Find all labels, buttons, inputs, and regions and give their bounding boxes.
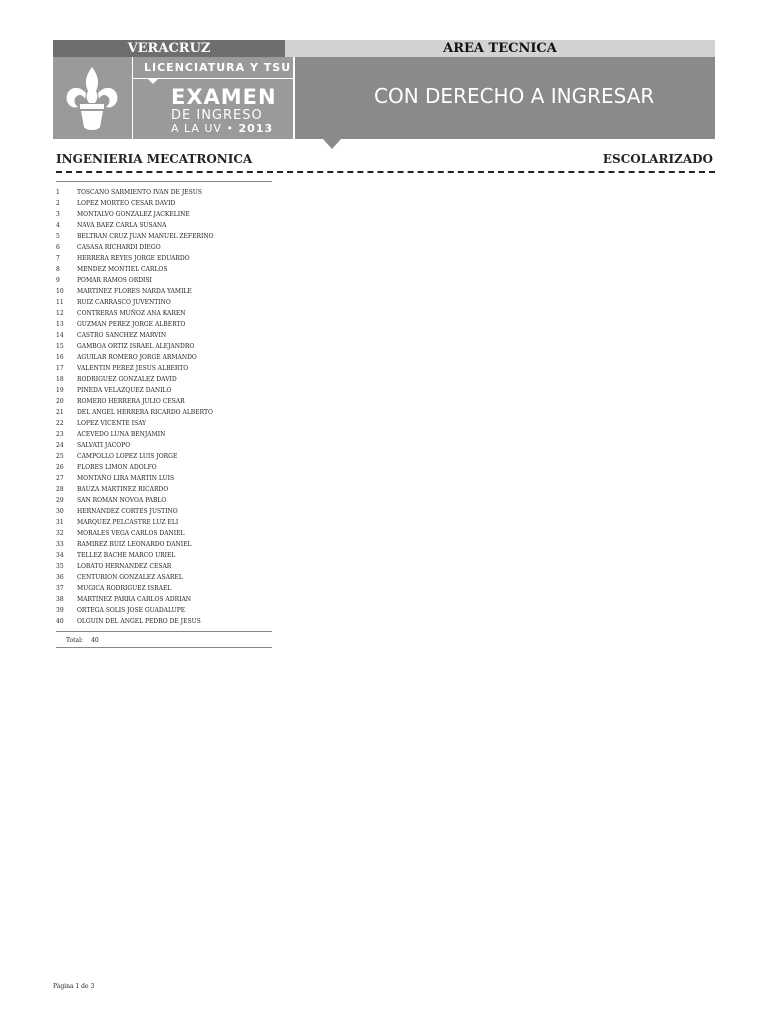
student-number: 15 [56,343,64,350]
student-name: TOSCANO SARMIENTO IVAN DE JESUS [77,189,202,196]
student-row [56,429,272,440]
student-number: 29 [56,497,64,504]
student-name: SAN ROMAN NOVOA PABLO [77,497,167,504]
exam-banner [133,57,293,139]
student-number: 1 [56,189,60,196]
student-row [56,352,272,363]
student-row [56,187,272,198]
program-line: LICENCIATURA Y TSU [144,61,292,74]
exam-year: 2013 [238,122,274,135]
area-label: AREA TECNICA [285,40,715,57]
student-name: GAMBOA ORTIZ ISRAEL ALEJANDRO [77,343,195,350]
student-row [56,363,272,374]
student-number: 30 [56,508,64,515]
student-name: MUGICA RODRIGUEZ ISRAEL [77,585,172,592]
student-name: HERRERA REYES JORGE EDUARDO [77,255,190,262]
student-number: 14 [56,332,64,339]
student-number: 7 [56,255,60,262]
student-row [56,286,272,297]
student-name: SALVATI JACOPO [77,442,131,449]
student-number: 24 [56,442,64,449]
student-number: 19 [56,387,64,394]
student-row [56,517,272,528]
modality: ESCOLARIZADO [602,152,713,166]
student-row [56,407,272,418]
total-bottom-rule [56,647,272,648]
student-number: 36 [56,574,64,581]
student-row [56,418,272,429]
student-number: 13 [56,321,64,328]
uv-flor-de-lis-logo [53,57,132,139]
student-row [56,605,272,616]
student-number: 17 [56,365,64,372]
student-name: FLORES LIMON ADOLFO [77,464,157,471]
student-row [56,308,272,319]
student-row [56,484,272,495]
student-row [56,209,272,220]
student-name: NAVA BAEZ CARLA SUSANA [77,222,167,229]
student-row [56,539,272,550]
student-row [56,495,272,506]
student-name: MARTINEZ PARRA CARLOS ADRIAN [77,596,192,603]
student-row [56,462,272,473]
student-number: 34 [56,552,64,559]
student-number: 33 [56,541,64,548]
student-name: OLGUIN DEL ANGEL PEDRO DE JESUS [77,618,201,625]
student-number: 25 [56,453,64,460]
student-name: DEL ANGEL HERRERA RICARDO ALBERTO [77,409,213,416]
student-number: 38 [56,596,64,603]
student-row [56,319,272,330]
student-row [56,594,272,605]
page-indicator: Página 1 de 3 [53,983,95,990]
student-name: BAUZA MARTINEZ RICARDO [77,486,169,493]
student-number: 31 [56,519,64,526]
student-name: ACEVEDO LUNA BENJAMIN [77,431,166,438]
student-row [56,572,272,583]
student-row [56,231,272,242]
student-name: MARTINEZ FLORES NARDA YAMILE [77,288,192,295]
student-row [56,506,272,517]
exam-subtitle: DE INGRESO [171,108,263,123]
student-row [56,396,272,407]
student-name: HERNANDEZ CORTES JUSTINO [77,508,178,515]
exam-uv-text: A LA UV • [171,122,234,135]
student-number: 23 [56,431,64,438]
student-row [56,528,272,539]
student-name: MONTALVO GONZALEZ JACKELINE [77,211,190,218]
banner-notch [147,78,159,84]
student-name: CAMPOLLO LOPEZ LUIS JORGE [77,453,178,460]
student-number: 9 [56,277,60,284]
student-number: 32 [56,530,64,537]
student-name: RUIZ CARRASCO JUVENTINO [77,299,171,306]
student-name: MARQUEZ PELCASTRE LUZ ELI [77,519,179,526]
student-name: CASTRO SANCHEZ MARVIN [77,332,167,339]
student-row [56,297,272,308]
list-top-rule [56,181,272,182]
student-row [56,385,272,396]
student-number: 27 [56,475,64,482]
student-number: 20 [56,398,64,405]
student-name: CENTURION GONZALEZ ASAREL [77,574,183,581]
state-label: VERACRUZ [53,40,285,57]
student-row [56,374,272,385]
student-row [56,473,272,484]
student-number: 21 [56,409,64,416]
student-number: 12 [56,310,64,317]
student-name: ROMERO HERRERA JULIO CESAR [77,398,185,405]
student-number: 18 [56,376,64,383]
student-number: 4 [56,222,60,229]
student-name: MENDEZ MONTIEL CARLOS [77,266,168,273]
student-number: 39 [56,607,64,614]
student-row [56,275,272,286]
student-number: 10 [56,288,64,295]
student-row [56,242,272,253]
student-row [56,440,272,451]
student-number: 11 [56,299,64,306]
total-line [66,637,99,644]
student-row [56,451,272,462]
student-row [56,198,272,209]
student-name: VALENTIN PEREZ JESUS ALBERTO [77,365,189,372]
headline-pointer [323,139,341,149]
total-value: 40 [91,637,99,644]
student-row [56,330,272,341]
student-row [56,583,272,594]
total-label: Total: [66,637,84,644]
student-row [56,341,272,352]
student-name: TELLEZ BACHE MARCO URIEL [77,552,176,559]
student-row [56,220,272,231]
headline-panel [295,57,715,139]
student-list [56,187,272,627]
student-number: 2 [56,200,60,207]
student-name: ORTEGA SOLIS JOSE GUADALUPE [77,607,186,614]
student-name: PINEDA VELAZQUEZ DANILO [77,387,172,394]
student-number: 40 [56,618,64,625]
student-number: 35 [56,563,64,570]
student-number: 22 [56,420,64,427]
student-row [56,253,272,264]
list-bottom-rule [56,631,272,632]
student-number: 28 [56,486,64,493]
student-name: GUZMAN PEREZ JORGE ALBERTO [77,321,186,328]
student-row [56,616,272,627]
uv-logo-panel [53,57,132,139]
student-row [56,264,272,275]
student-name: RAMIREZ RUIZ LEONARDO DANIEL [77,541,192,548]
student-name: LOBATO HERNANDEZ CESAR [77,563,172,570]
student-name: CONTRERAS MUÑOZ ANA KAREN [77,310,186,317]
dashed-divider [56,171,715,173]
exam-uv-line [171,122,273,135]
student-name: POMAR RAMOS ORDISI [77,277,152,284]
career-name: INGENIERIA MECATRONICA [56,152,253,166]
student-number: 26 [56,464,64,471]
student-number: 6 [56,244,60,251]
student-name: MORALES VEGA CARLOS DANIEL [77,530,185,537]
student-name: BELTRAN CRUZ JUAN MANUEL ZEFERINO [77,233,214,240]
student-number: 8 [56,266,60,273]
headline: CON DERECHO A INGRESAR [374,84,655,108]
student-number: 3 [56,211,60,218]
student-name: RODRIGUEZ GONZALEZ DAVID [77,376,177,383]
student-number: 37 [56,585,64,592]
student-name: MONTAÑO LIRA MARTIN LUIS [77,475,175,482]
student-row [56,561,272,572]
student-number: 5 [56,233,60,240]
student-number: 16 [56,354,64,361]
student-name: LOPEZ VICENTE ISAY [77,420,147,427]
student-name: LOPEZ MORTEO CESAR DAVID [77,200,176,207]
student-row [56,550,272,561]
student-name: AGUILAR ROMERO JORGE ARMANDO [77,354,197,361]
exam-title: EXAMEN [171,85,277,109]
student-name: CASASA RICHARDI DIEGO [77,244,161,251]
